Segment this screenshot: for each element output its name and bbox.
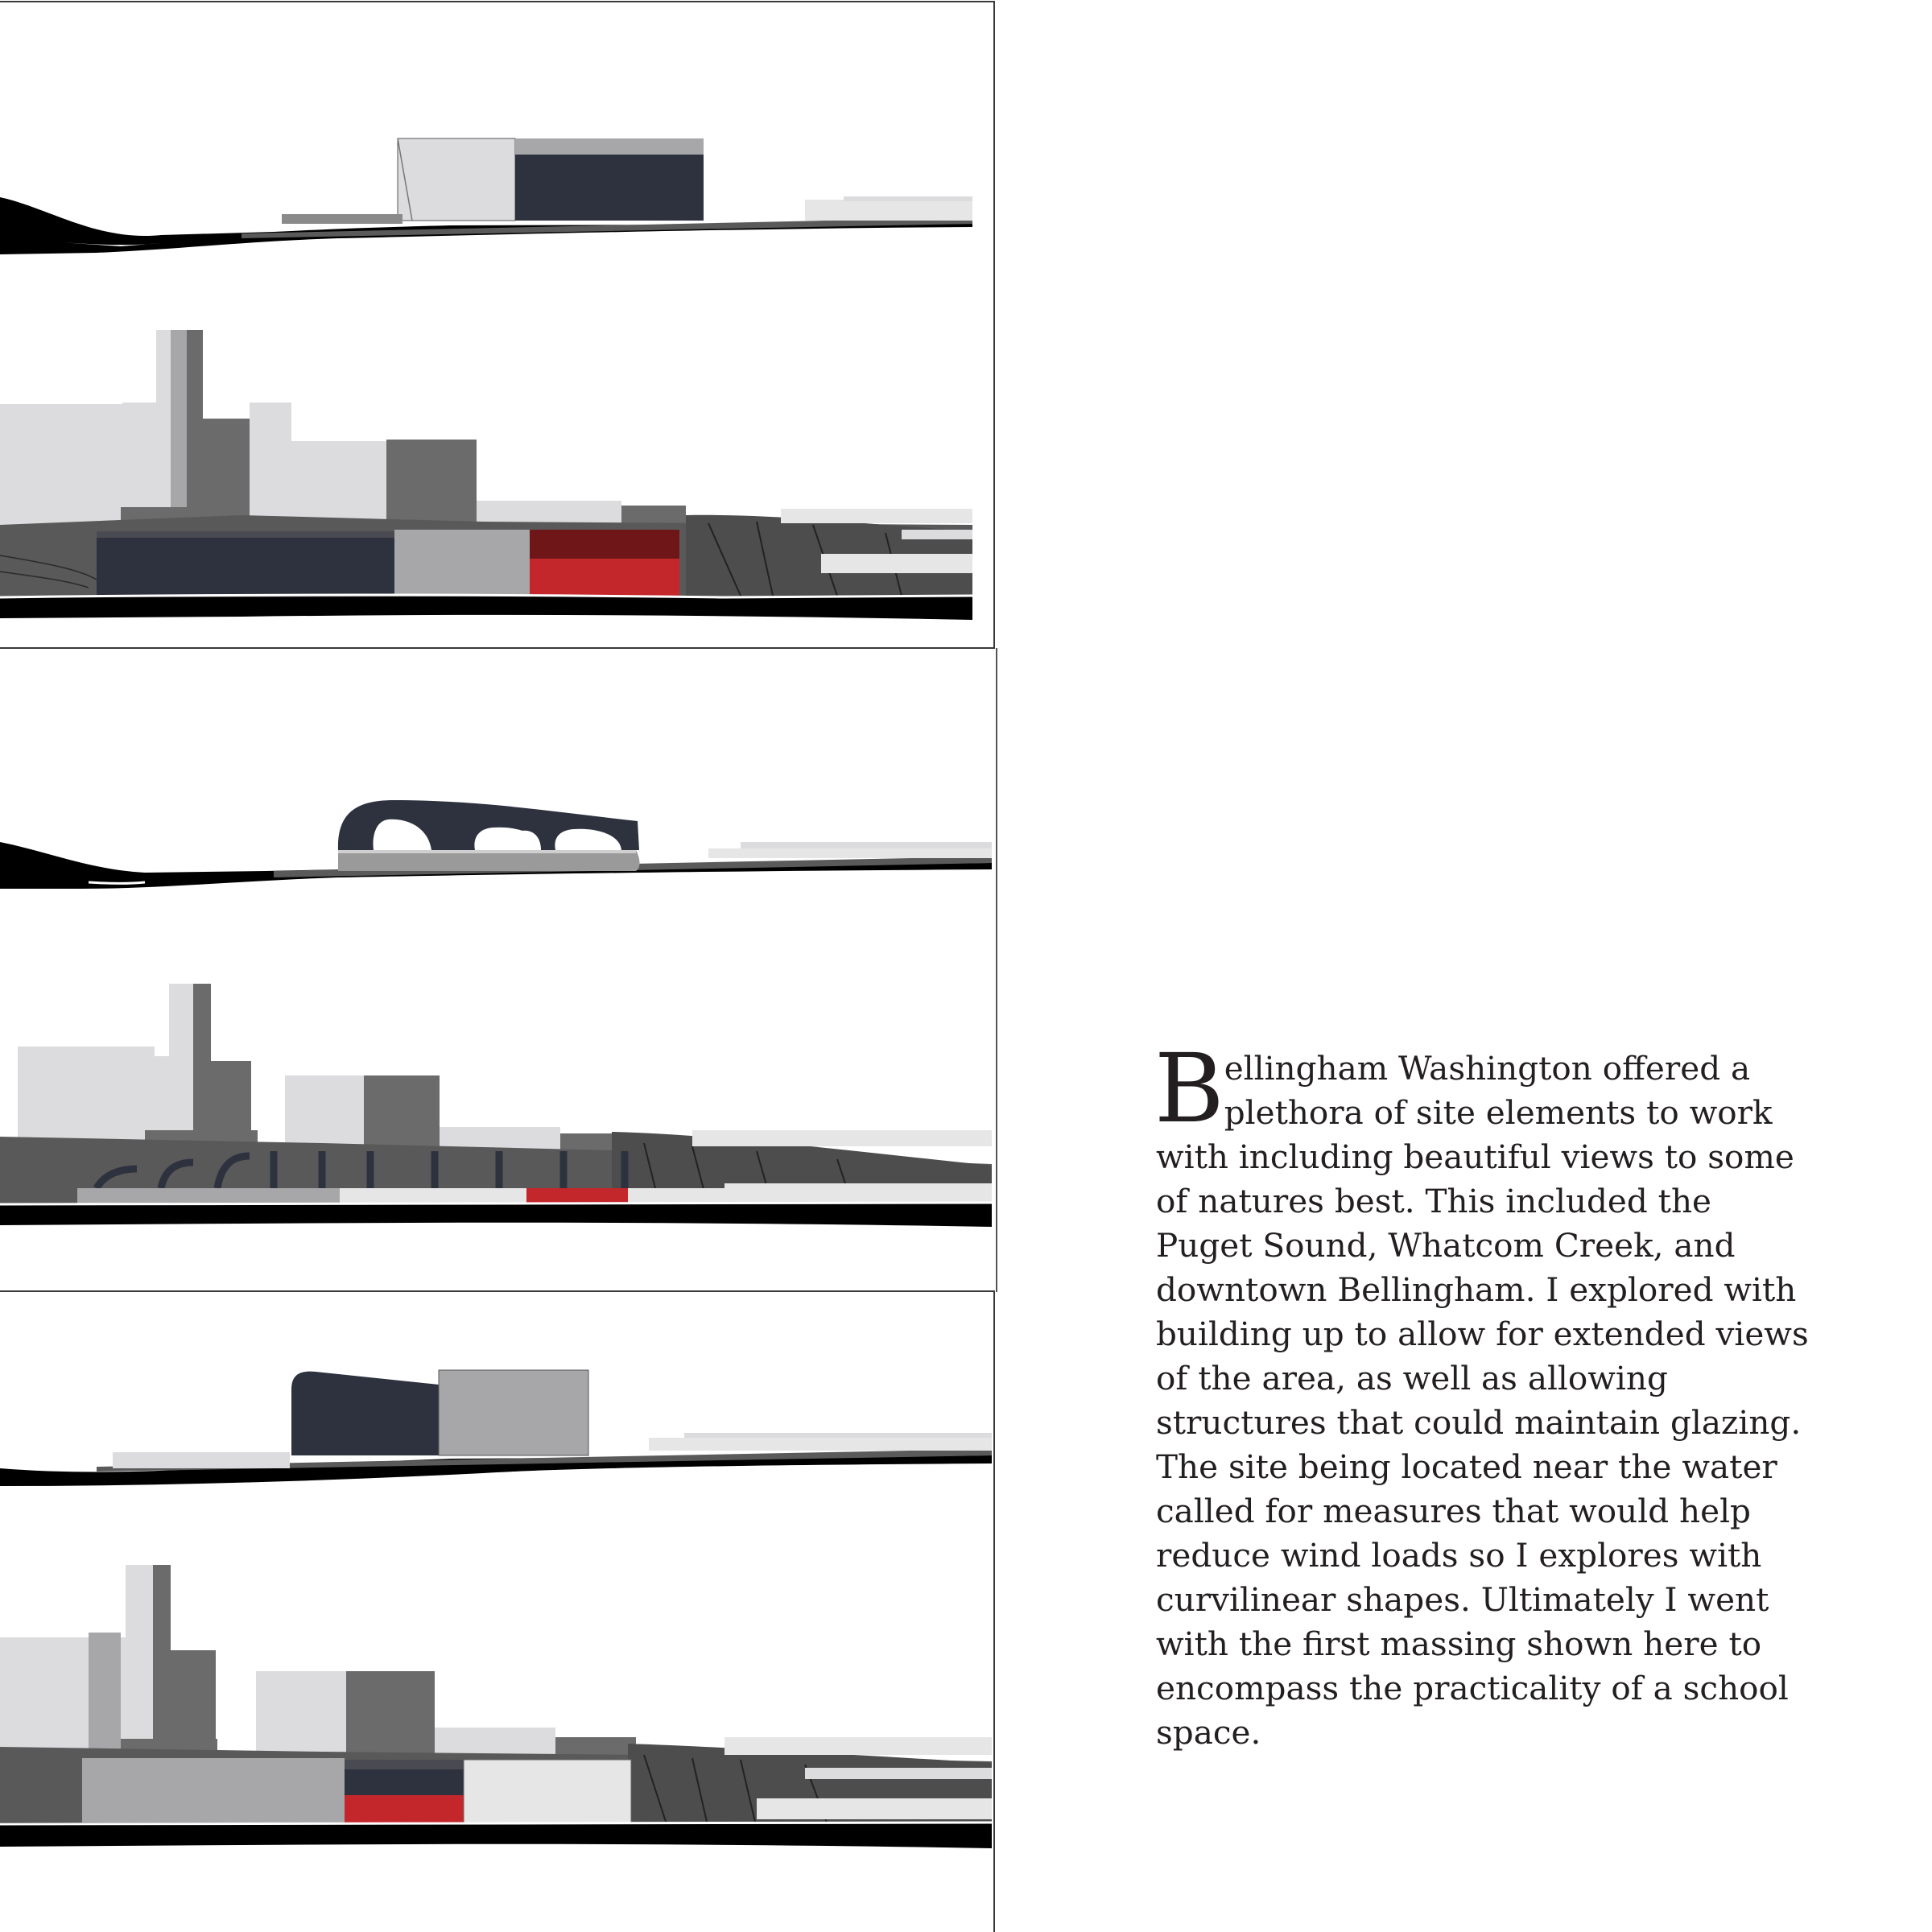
option-3-gray-mass — [439, 1370, 588, 1455]
option-3-elevation — [0, 1565, 992, 1848]
option-3-navy-curved-mass — [291, 1372, 439, 1455]
option-1-dark-red-volume — [530, 530, 679, 559]
option-1-elevation — [0, 330, 972, 620]
project-description — [1154, 1033, 1816, 1755]
option-1-roof-band — [515, 138, 704, 155]
option-2-light-volume — [340, 1188, 526, 1204]
option-2-red-volume — [526, 1188, 628, 1204]
option-1-gray-volume — [394, 530, 530, 596]
option-2-section — [0, 800, 992, 889]
drop-cap-letter: B — [1154, 1033, 1224, 1144]
option-3-red-volume — [345, 1795, 464, 1823]
option-3-light-volume — [464, 1760, 631, 1823]
option-1-red-volume — [530, 559, 679, 596]
option-1-navy-mass — [515, 155, 704, 221]
option-1-light-mass — [398, 138, 515, 221]
option-3-section — [0, 1370, 992, 1486]
option-1-section — [0, 138, 972, 254]
option-2-elevation — [0, 984, 992, 1227]
option-2-gray-volume — [77, 1188, 340, 1204]
option-1-navy-volume — [97, 531, 394, 596]
option-3-gray-volume — [82, 1758, 345, 1823]
description-text: ellingham Washington offered a plethora of site elements to work with including beautiful views to some of natures best. This included the Puget Sound, Whatcom Creek, and downtown Bellingham. I explored with building up to allow for extended views of the area, as well as allowing structures that could maintain glazing. The site being located near the water called for measures that would help reduce wind loads so I explores with curvilinear shapes. Ultimately I went with the first massing shown here to encompass the practicality of a school space. — [1156, 1049, 1809, 1752]
